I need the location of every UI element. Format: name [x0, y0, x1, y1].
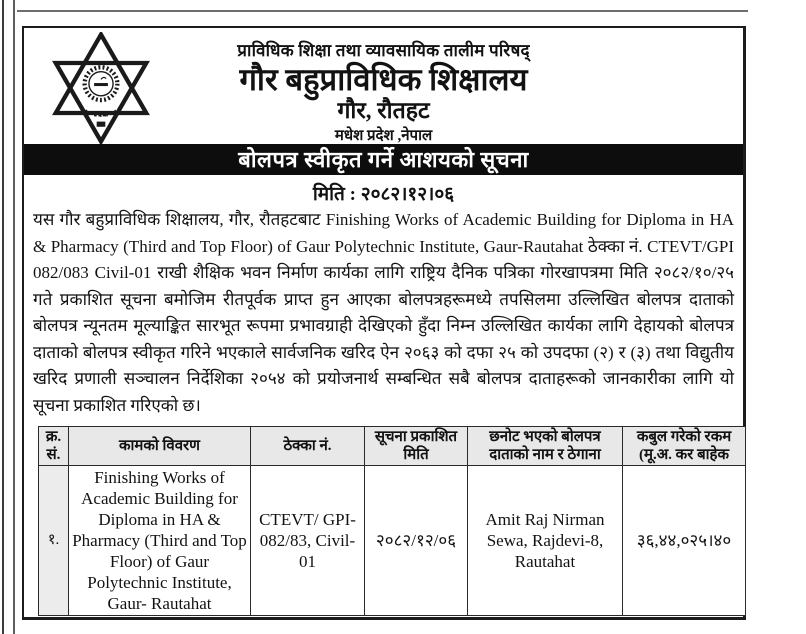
cell-serial-no: १. — [39, 466, 69, 616]
notice-body-paragraph: यस गौर बहुप्राविधिक शिक्षालय, गौर, रौतहटबाट Finishing Works of Academic Building for Diploma in HA & Pharmacy (Third and Top Floor) of Gaur Polytechnic Institute, Gaur-Rautahat ठेक्का नं. CTEVT/GPI 082/083 Civil-01 राखी शैक्षिक भवन निर्माण कार्यका लागि राष्ट्रिय दैनिक पत्रिका गोरखापत्रमा मिति २०८२/१०/२५ गते प्रकाशित सूचना बमोजिम रीतपूर्वक प्राप्त हुन आएका बोलपत्रहरूमध्ये तपसिलमा उल्लिखित बोलपत्र दाताको बोलपत्र न्यूनतम मूल्याङ्कित सारभूत रूपमा प्रभावग्राही देखिएको हुँदा निम्न उल्लिखित कार्यका लागि देहायको बोलपत्र दाताको बोलपत्र स्वीकृत गरिने भएकाले सार्वजनिक खरिद ऐन २०६३ को दफा २५ को उपदफा (२) र (३) तथा विद्युतीय खरिद प्रणाली सञ्चालन निर्देशिका २०५४ को प्रयोजनार्थ सम्बन्धित सबै बोलपत्र दाताहरूको जानकारीका लागि यो सूचना प्रकाशित गरिएको छ। — [33, 210, 734, 415]
letterhead-text — [24, 28, 743, 145]
col-header-contract-no: ठेक्का नं. — [251, 427, 365, 466]
parent-council-name: प्राविधिक शिक्षा तथा व्यावसायिक तालीम परिषद् — [237, 41, 530, 60]
table-header-row — [39, 427, 746, 466]
cell-selected-bidder: Amit Raj Nirman Sewa, Rajdevi-8, Rautahat — [468, 466, 623, 616]
institute-location: गौर, रौतहट — [337, 98, 430, 123]
cell-publish-date: २०८२/१२/०६ — [365, 466, 468, 616]
cell-work-description: Finishing Works of Academic Building for Diploma in HA & Pharmacy (Third and Top Floor) of Gaur Polytechnic Institute, Gaur- Rautahat — [69, 466, 251, 616]
institute-name: गौर बहुप्राविधिक शिक्षालय — [239, 62, 528, 97]
tender-notice-document — [22, 26, 746, 620]
table-row — [39, 466, 746, 616]
col-header-selected-bidder: छनोट भएको बोलपत्र दाताको नाम र ठेगाना — [468, 427, 623, 466]
scan-edge-line-left-outer — [2, 0, 4, 634]
scan-edge-line-top — [17, 10, 748, 12]
institute-province: मधेश प्रदेश ,नेपाल — [334, 128, 433, 144]
col-header-serial-no: क्र. सं. — [39, 427, 69, 466]
cell-contract-no: CTEVT/ GPI-082/83, Civil-01 — [251, 466, 365, 616]
bid-summary-table — [38, 426, 746, 616]
col-header-publish-date: सूचना प्रकाशित मिति — [365, 427, 468, 466]
cell-quoted-amount: ३६,४४,०२५।४० — [623, 466, 746, 616]
col-header-quoted-amount: कबुल गरेको रकम (मू.अ. कर बाहेक — [623, 427, 746, 466]
notice-date: मिति : २०८२।१२।०६ — [312, 184, 455, 205]
col-header-work-description: कामको विवरण — [69, 427, 251, 466]
letterhead — [24, 28, 743, 144]
notice-title-banner: बोलपत्र स्वीकृत गर्ने आशयको सूचना — [24, 144, 743, 175]
scan-edge-line-left-inner — [13, 0, 15, 634]
